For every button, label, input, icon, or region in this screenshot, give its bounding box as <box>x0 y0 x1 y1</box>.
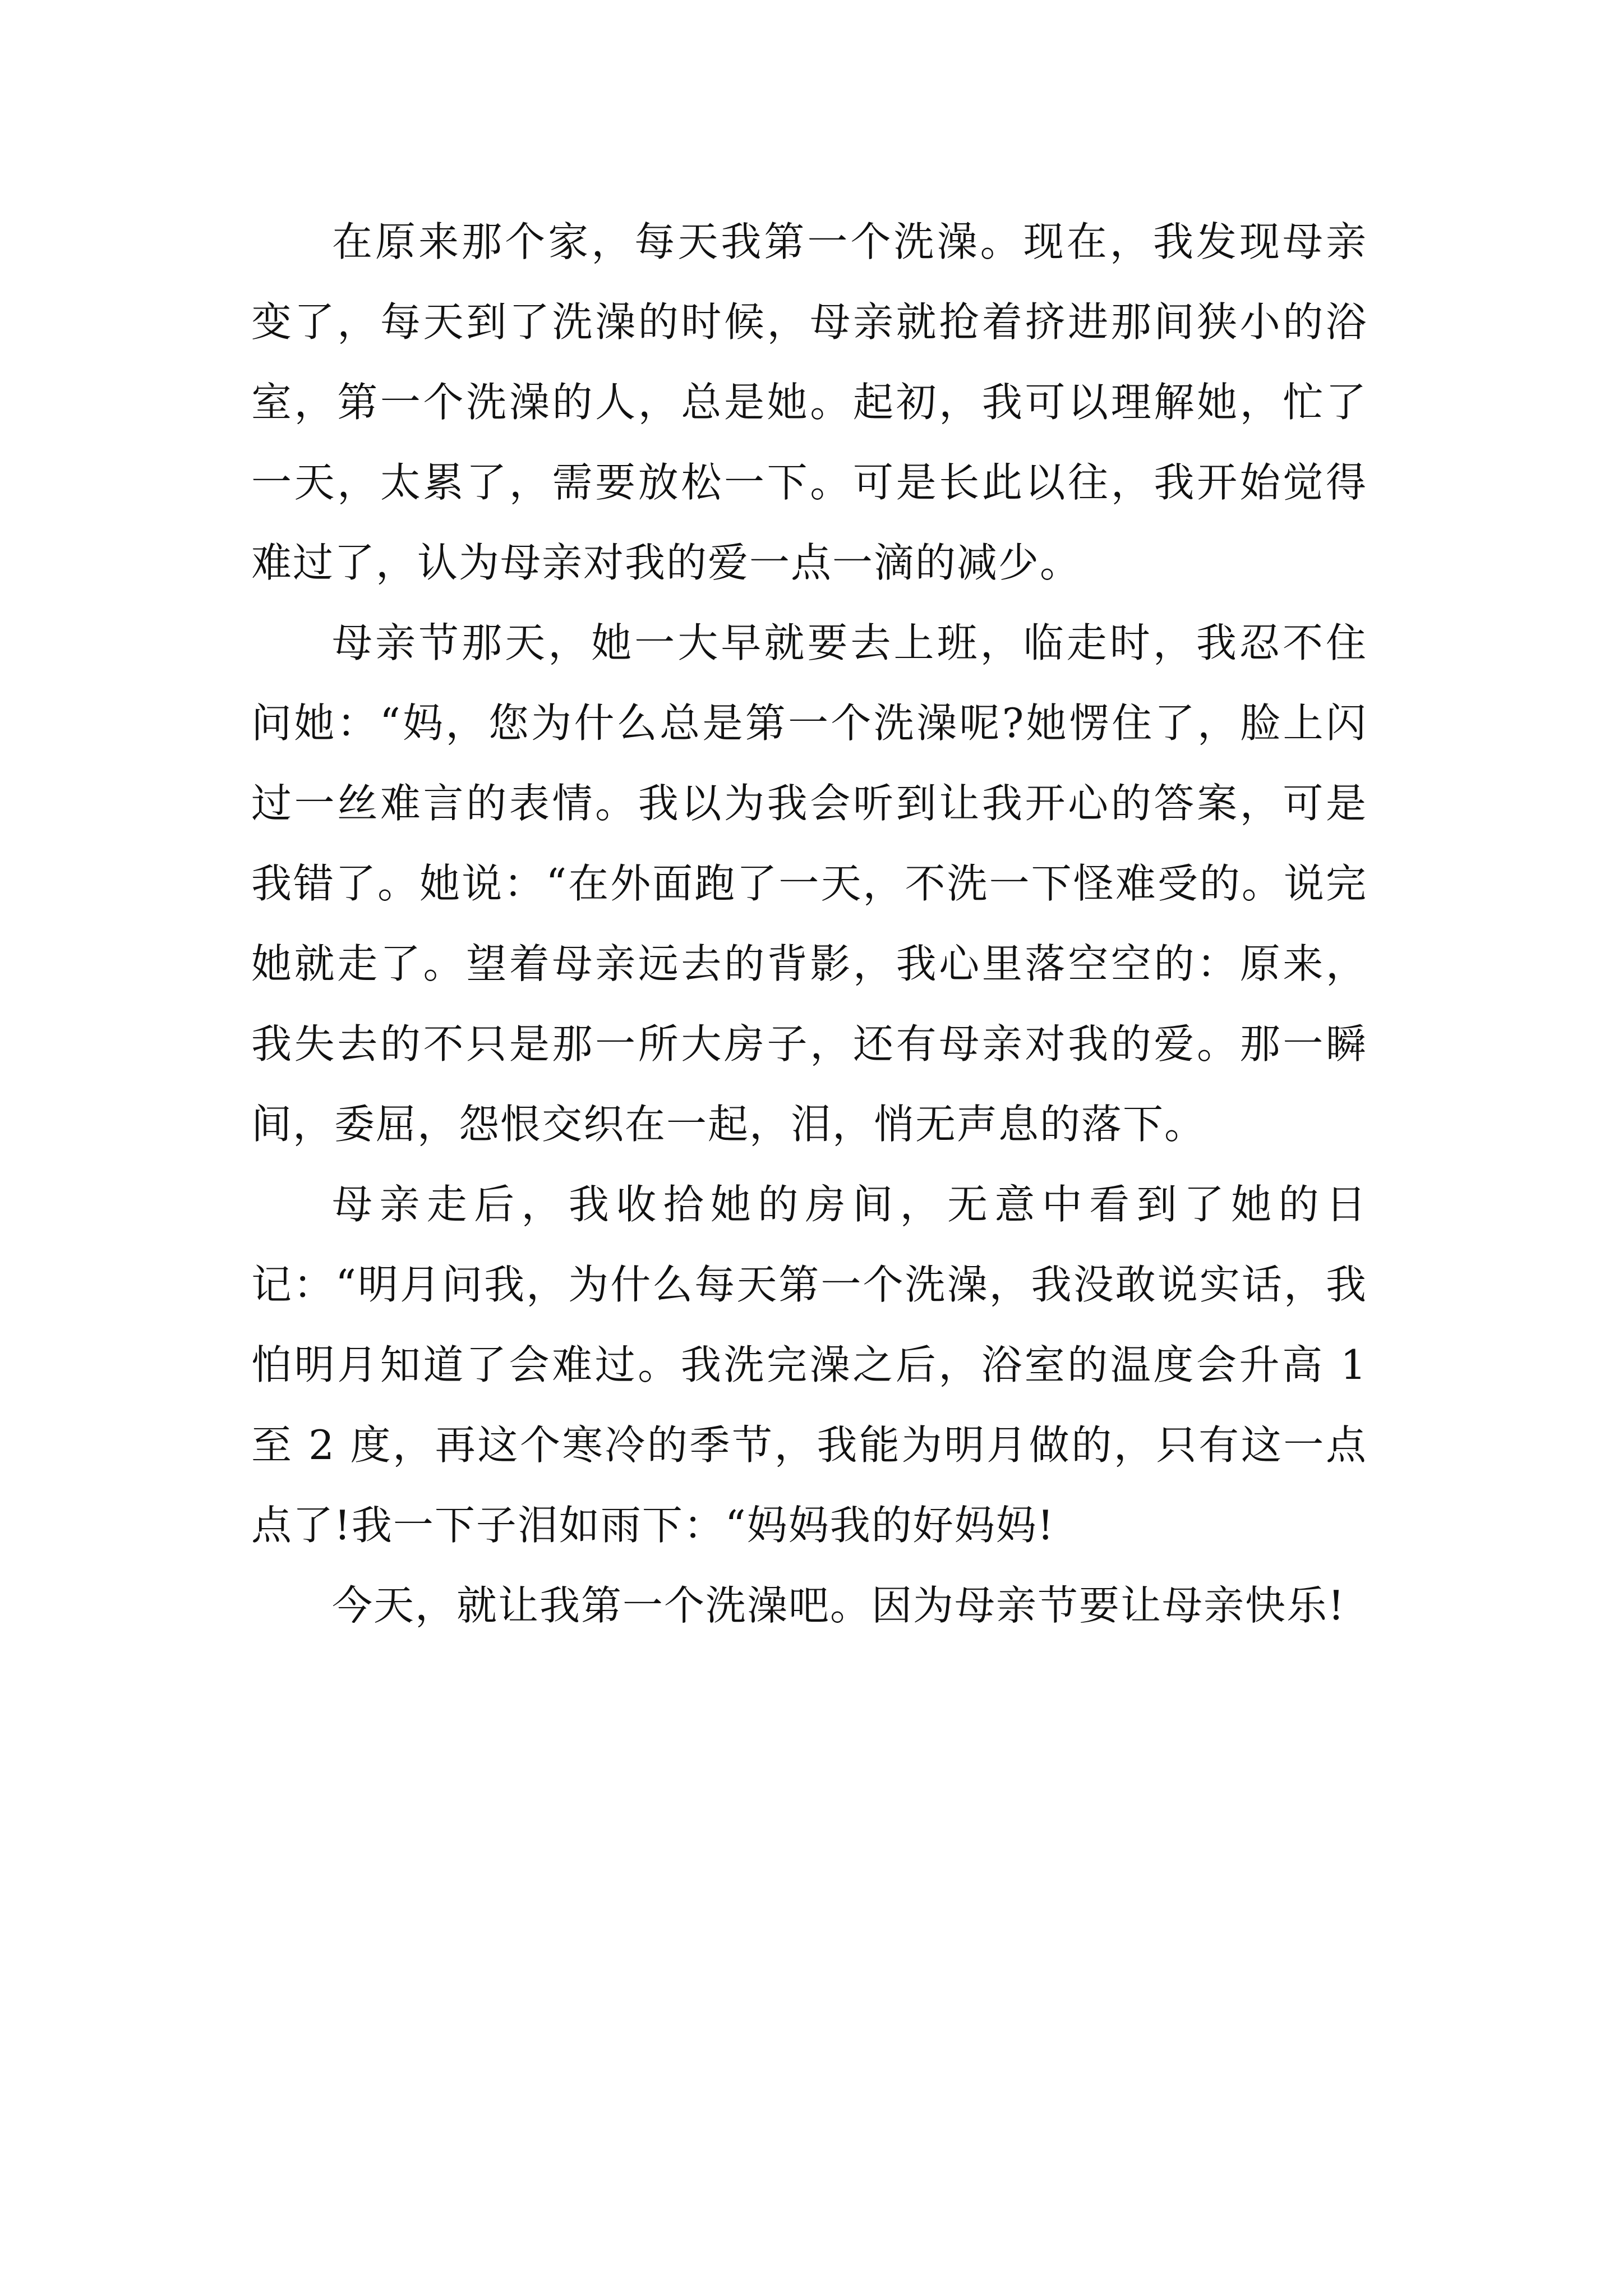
paragraph-2: 母亲节那天，她一大早就要去上班，临走时，我忍不住问她：“妈，您为什么总是第一个洗澡呢?她愣住了，脸上闪过一丝难言的表情。我以为我会听到让我开心的答案，可是我错了。她说：“在外面跑了一天，不洗一下怪难受的。说完她就走了。望着母亲远去的背影，我心里落空空的：原来，我失去的不只是那一所大房子，还有母亲对我的爱。那一瞬间，委屈，怨恨交织在一起，泪，悄无声息的落下。 <box>251 619 1367 1148</box>
paragraph-3: 母亲走后，我收拾她的房间，无意中看到了她的日记：“明月问我，为什么每天第一个洗澡，我没敢说实话，我怕明月知道了会难过。我洗完澡之后，浴室的温度会升高 1 至 2 度，再这个寒冷的季节，我能为明月做的，只有这一点点了!我一下子泪如雨下：“妈妈我的好妈妈! <box>251 1181 1367 1549</box>
paragraph-4: 今天，就让我第一个洗澡吧。因为母亲节要让母亲快乐! <box>332 1582 1345 1629</box>
paragraph-1: 在原来那个家，每天我第一个洗澡。现在，我发现母亲变了，每天到了洗澡的时候，母亲就抢着挤进那间狭小的浴室，第一个洗澡的人，总是她。起初，我可以理解她，忙了一天，太累了，需要放松一下。可是长此以往，我开始觉得难过了，认为母亲对我的爱一点一滴的减少。 <box>251 218 1367 586</box>
document-body <box>251 202 1367 1646</box>
